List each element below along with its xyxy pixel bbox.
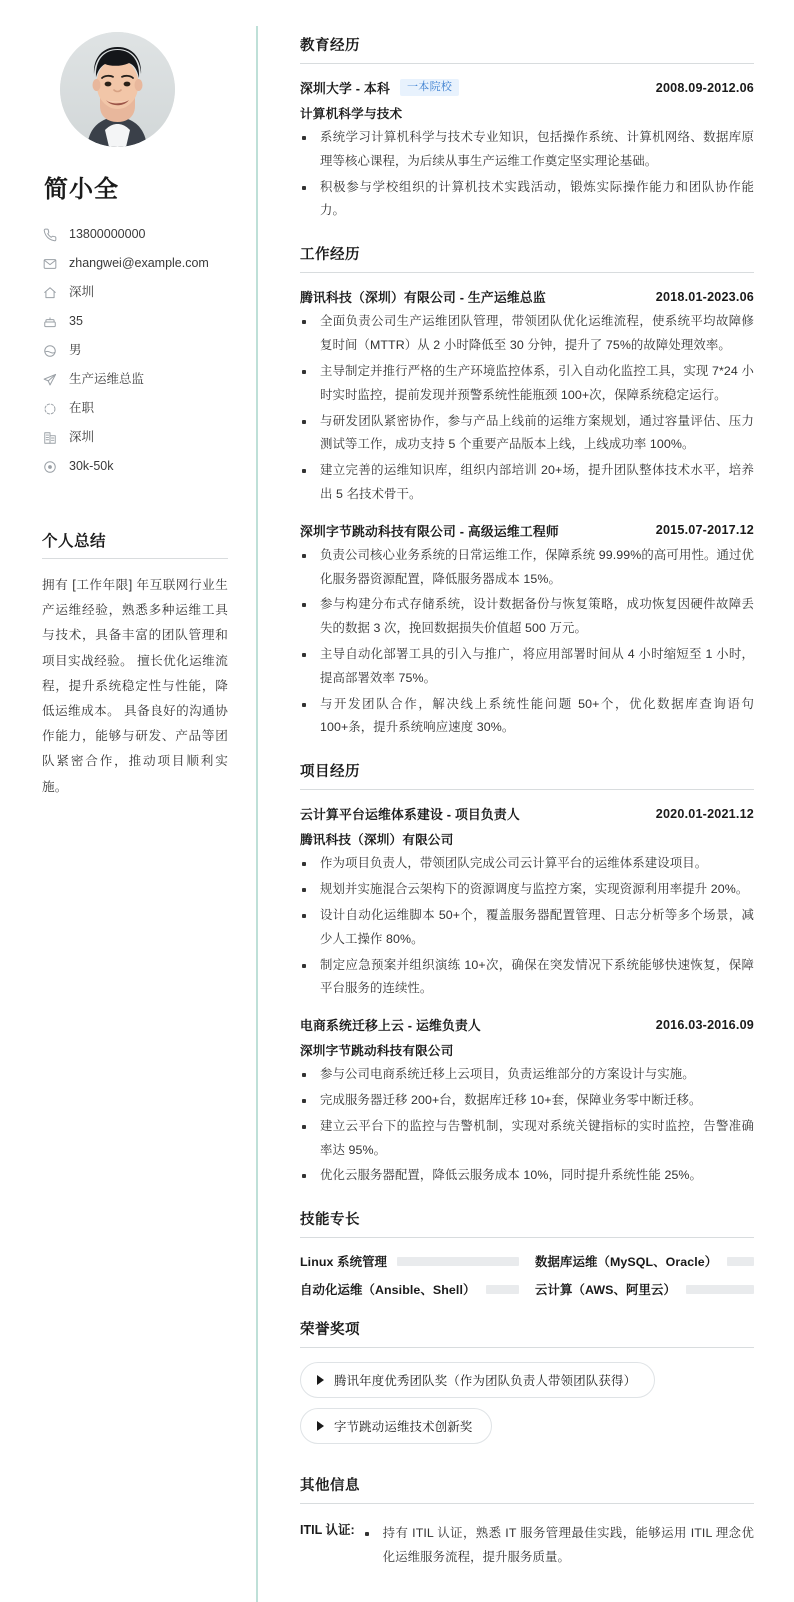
skill-name: Linux 系统管理 [300, 1255, 388, 1270]
contact-age [42, 307, 228, 336]
education-entry [300, 78, 754, 223]
avatar [60, 32, 175, 147]
list-item: 参与构建分布式存储系统，设计数据备份与恢复策略，成功恢复因硬件故障丢失的数据 3 次，挽回数据损失价值超 500 万元。 [300, 593, 754, 641]
triangle-right-icon [317, 1375, 324, 1385]
triangle-right-icon [317, 1421, 324, 1431]
skill-progress-track [486, 1285, 520, 1294]
list-item: 与开发团队合作，解决线上系统性能问题 50+个，优化数据库查询语句 100+条，提升系统响应速度 30%。 [300, 693, 754, 741]
cake-icon [42, 314, 57, 329]
list-item: 主导制定并推行严格的生产环境监控体系，引入自动化监控工具，实现 7*24 小时实时监控，提前发现并预警系统性能瓶颈 100+次，保障系统稳定运行。 [300, 360, 754, 408]
page-title: 简小全 [44, 176, 119, 203]
contact-salary [42, 452, 228, 481]
work-entry [300, 287, 754, 507]
projects-section [300, 760, 754, 1188]
other-section [300, 1474, 754, 1570]
building-icon [42, 430, 57, 445]
skills-heading: 技能专长 [300, 1208, 754, 1238]
contact-city [42, 423, 228, 452]
work-bullets [300, 310, 754, 507]
list-item: 负责公司核心业务系统的日常运维工作，保障系统 99.99%的高可用性。通过优化服务器资源配置，降低服务器成本 15%。 [300, 544, 754, 592]
list-item: 建立完善的运维知识库，组织内部培训 20+场，提升团队整体技术水平，培养出 5 名技术骨干。 [300, 459, 754, 507]
skill-item [535, 1280, 754, 1298]
education-entry-head [300, 78, 754, 97]
work-entry-date: 2015.07-2017.12 [655, 523, 754, 538]
project-entry [300, 1015, 754, 1188]
list-item: 持有 ITIL 认证，熟悉 IT 服务管理最佳实践，能够运用 ITIL 理念优化运维服务流程，提升服务质量。 [363, 1522, 754, 1570]
summary-text: 拥有 [工作年限] 年互联网行业生产运维经验，熟悉多种运维工具与技术，具备丰富的团队管理和项目实战经验。 擅长优化运维流程，提升系统稳定性与性能，降低运维成本。 具备良好的沟通协作能力，能够与研发、产品等团队紧密合作，推动项目顺利实施。 [42, 578, 228, 794]
project-bullets [300, 1063, 754, 1188]
other-value [363, 1518, 754, 1570]
awards-list [300, 1362, 754, 1454]
contact-list [42, 220, 228, 481]
list-item: 主导自动化部署工具的引入与推广，将应用部署时间从 4 小时缩短至 1 小时，提高部署效率 75%。 [300, 643, 754, 691]
contact-position-value: 生产运维总监 [69, 372, 145, 386]
education-school: 深圳大学 - 本科 [300, 81, 390, 96]
award-item[interactable] [300, 1408, 492, 1444]
list-item: 积极参与学校组织的计算机技术实践活动，锻炼实际操作能力和团队协作能力。 [300, 176, 754, 224]
list-item: 完成服务器迁移 200+台，数据库迁移 10+套，保障业务零中断迁移。 [300, 1089, 754, 1113]
award-item[interactable] [300, 1362, 655, 1398]
list-item: 与研发团队紧密协作，参与产品上线前的运维方案规划，通过容量评估、压力测试等工作，成功支持 5 个重要产品版本上线，上线成功率 100%。 [300, 410, 754, 458]
project-company: 深圳字节跳动科技有限公司 [300, 1044, 454, 1059]
project-entry-head [300, 804, 754, 823]
status-badge: 一本院校 [400, 79, 459, 96]
skill-name: 自动化运维（Ansible、Shell） [300, 1283, 476, 1298]
project-entry-head [300, 1015, 754, 1034]
awards-section [300, 1318, 754, 1454]
phone-icon [42, 227, 57, 242]
other-row [300, 1518, 754, 1570]
work-entry-date: 2018.01-2023.06 [655, 289, 754, 304]
education-bullets [300, 126, 754, 223]
education-section [300, 34, 754, 223]
skill-name: 数据库运维（MySQL、Oracle） [535, 1255, 718, 1270]
award-label: 腾讯年度优秀团队奖（作为团队负责人带领团队获得） [334, 1374, 637, 1389]
project-bullets [300, 852, 754, 1001]
status-icon [42, 401, 57, 416]
project-entry-title: 电商系统迁移上云 - 运维负责人 [300, 1018, 481, 1034]
contact-gender [42, 336, 228, 365]
contact-position [42, 365, 228, 394]
contact-email [42, 249, 228, 278]
salary-icon [42, 459, 57, 474]
paper-plane-icon [42, 372, 57, 387]
education-major: 计算机科学与技术 [300, 107, 403, 121]
education-entry-title-wrap [300, 78, 459, 97]
home-icon [42, 285, 57, 300]
list-item: 参与公司电商系统迁移上云项目，负责运维部分的方案设计与实施。 [300, 1063, 754, 1087]
summary-heading: 个人总结 [42, 529, 228, 559]
skill-grid [300, 1252, 754, 1298]
sidebar [0, 0, 258, 1602]
education-date: 2008.09-2012.06 [655, 80, 754, 95]
project-entry [300, 804, 754, 1001]
awards-heading: 荣誉奖项 [300, 1318, 754, 1348]
work-entry-title: 腾讯科技（深圳）有限公司 - 生产运维总监 [300, 290, 546, 306]
work-entry [300, 521, 754, 741]
work-heading: 工作经历 [300, 243, 754, 273]
other-heading: 其他信息 [300, 1474, 754, 1504]
contact-city-value: 深圳 [69, 430, 95, 444]
education-heading: 教育经历 [300, 34, 754, 64]
mail-icon [42, 256, 57, 271]
contact-email-value: zhangwei@example.com [69, 256, 209, 270]
main-content [258, 0, 794, 1602]
contact-salary-value: 30k-50k [69, 459, 114, 473]
skill-progress-track [397, 1257, 519, 1266]
work-section [300, 243, 754, 740]
gender-icon [42, 343, 57, 358]
contact-status [42, 394, 228, 423]
project-entry-title: 云计算平台运维体系建设 - 项目负责人 [300, 807, 520, 823]
skill-item [535, 1252, 754, 1270]
skill-item [300, 1252, 519, 1270]
contact-hometown-value: 深圳 [69, 285, 95, 299]
list-item: 设计自动化运维脚本 50+个，覆盖服务器配置管理、日志分析等多个场景，减少人工操作 80%。 [300, 904, 754, 952]
skills-section [300, 1208, 754, 1298]
list-item: 全面负责公司生产运维团队管理，带领团队优化运维流程，使系统平均故障修复时间（MTTR）从 2 小时降低至 30 分钟，提升了 75%的故障处理效率。 [300, 310, 754, 358]
project-entry-date: 2016.03-2016.09 [655, 1017, 754, 1032]
contact-phone-value: 13800000000 [69, 227, 146, 241]
list-item: 系统学习计算机科学与技术专业知识，包括操作系统、计算机网络、数据库原理等核心课程，为后续从事生产运维工作奠定坚实理论基础。 [300, 126, 754, 174]
other-label: ITIL 认证: [300, 1523, 355, 1538]
award-label: 字节跳动运维技术创新奖 [334, 1420, 473, 1435]
work-bullets [300, 544, 754, 741]
work-entry-title: 深圳字节跳动科技有限公司 - 高级运维工程师 [300, 523, 559, 539]
work-entry-head [300, 521, 754, 540]
list-item: 规划并实施混合云架构下的资源调度与监控方案，实现资源利用率提升 20%。 [300, 878, 754, 902]
skill-name: 云计算（AWS、阿里云） [535, 1283, 676, 1298]
contact-hometown [42, 278, 228, 307]
skill-progress-track [727, 1257, 754, 1266]
list-item: 作为项目负责人，带领团队完成公司云计算平台的运维体系建设项目。 [300, 852, 754, 876]
work-entry-head [300, 287, 754, 306]
contact-phone [42, 220, 228, 249]
contact-age-value: 35 [69, 314, 83, 328]
contact-gender-value: 男 [69, 343, 82, 357]
skill-item [300, 1280, 519, 1298]
list-item: 优化云服务器配置，降低云服务成本 10%，同时提升系统性能 25%。 [300, 1164, 754, 1188]
list-item: 建立云平台下的监控与告警机制，实现对系统关键指标的实时监控，告警准确率达 95%。 [300, 1115, 754, 1163]
summary-section [42, 529, 228, 800]
skill-progress-track [686, 1285, 754, 1294]
project-entry-date: 2020.01-2021.12 [655, 806, 754, 821]
list-item: 制定应急预案并组织演练 10+次，确保在突发情况下系统能够快速恢复，保障平台服务的连续性。 [300, 954, 754, 1002]
contact-status-value: 在职 [69, 401, 95, 415]
projects-heading: 项目经历 [300, 760, 754, 790]
project-company: 腾讯科技（深圳）有限公司 [300, 833, 454, 848]
other-bullets [363, 1522, 754, 1570]
